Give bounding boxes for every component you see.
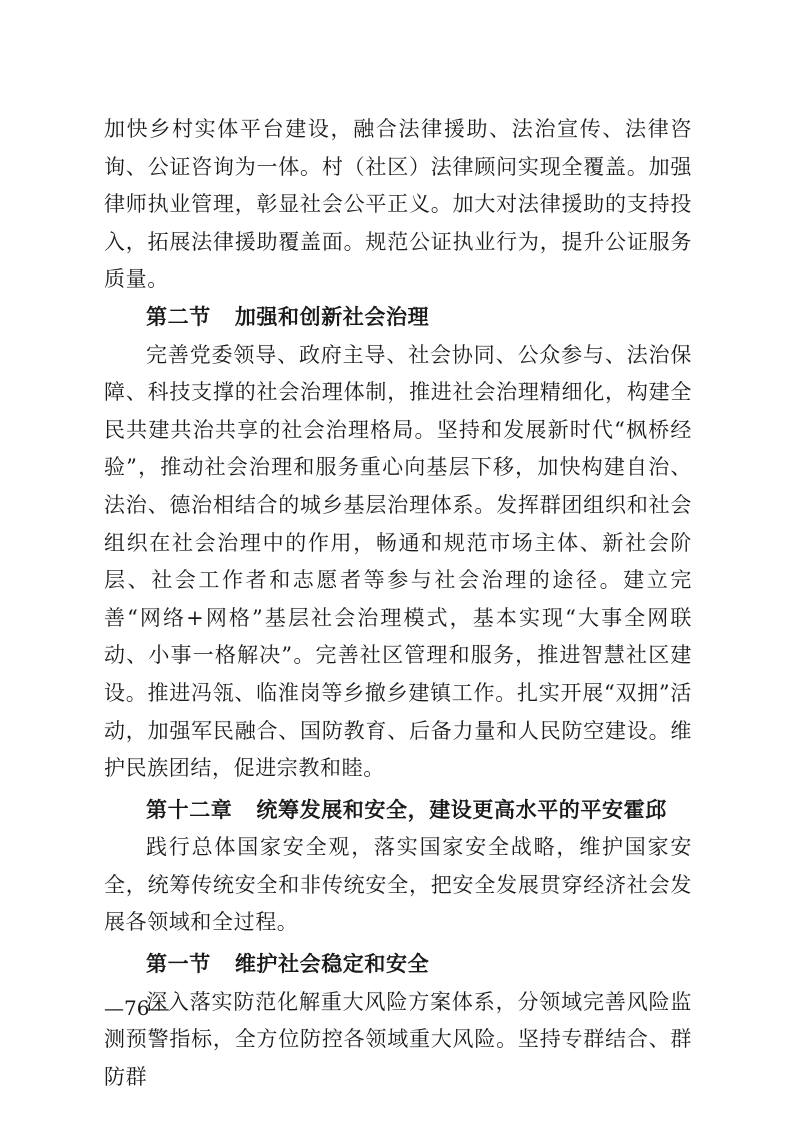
- section-heading-1: [104, 946, 692, 984]
- paragraph-social-governance: 完善党委领导、政府主导、社会协同、公众参与、法治保障、科技支撑的社会治理体制，推进社会治理精细化，构建全民共建共治共享的社会治理格局。坚持和发展新时代“枫桥经验”，推动社会治理和服务重心向基层下移，加快构建自治、法治、德治相结合的城乡基层治理体系。发挥群团组织和社会组织在社会治理中的作用，畅通和规范市场主体、新社会阶层、社会工作者和志愿者等参与社会治理的途径。建立完善“网络+网格”基层社会治理模式，基本实现“大事全网联动、小事一格解决”。完善社区管理和服务，推进智慧社区建设。推进冯瓴、临淮岗等乡撤乡建镇工作。扎实开展“双拥”活动，加强军民融合、国防教育、后备力量和人民防空建设。维护民族团结，促进宗教和睦。: [104, 342, 692, 781]
- section-title: 加强和创新社会治理: [234, 304, 430, 329]
- page-body: [104, 111, 692, 1096]
- page-number: —76—: [104, 996, 170, 1020]
- section-heading-2: [104, 299, 692, 337]
- section-title: 维护社会稳定和安全: [234, 952, 430, 977]
- chapter-title: 统筹发展和安全，建设更高水平的平安霍邱: [256, 797, 667, 822]
- paragraph-risk-prevention: 深入落实防范化解重大风险方案体系，分领域完善风险监测预警指标，全方位防控各领域重大风险。坚持专群结合、群防群: [104, 989, 692, 1089]
- section-number: 第二节: [146, 304, 211, 329]
- paragraph-national-security: 践行总体国家安全观，落实国家安全战略，维护国家安全，统筹传统安全和非传统安全，把安全发展贯穿经济社会发展各领域和全过程。: [104, 835, 692, 935]
- paragraph-legal-aid: 加快乡村实体平台建设，融合法律援助、法治宣传、法律咨询、公证咨询为一体。村（社区）法律顾问实现全覆盖。加强律师执业管理，彰显社会公平正义。加大对法律援助的支持投入，拓展法律援助覆盖面。规范公证执业行为，提升公证服务质量。: [104, 117, 692, 292]
- section-number: 第一节: [146, 952, 211, 977]
- chapter-heading-12: [104, 792, 692, 830]
- chapter-number: 第十二章: [146, 797, 233, 822]
